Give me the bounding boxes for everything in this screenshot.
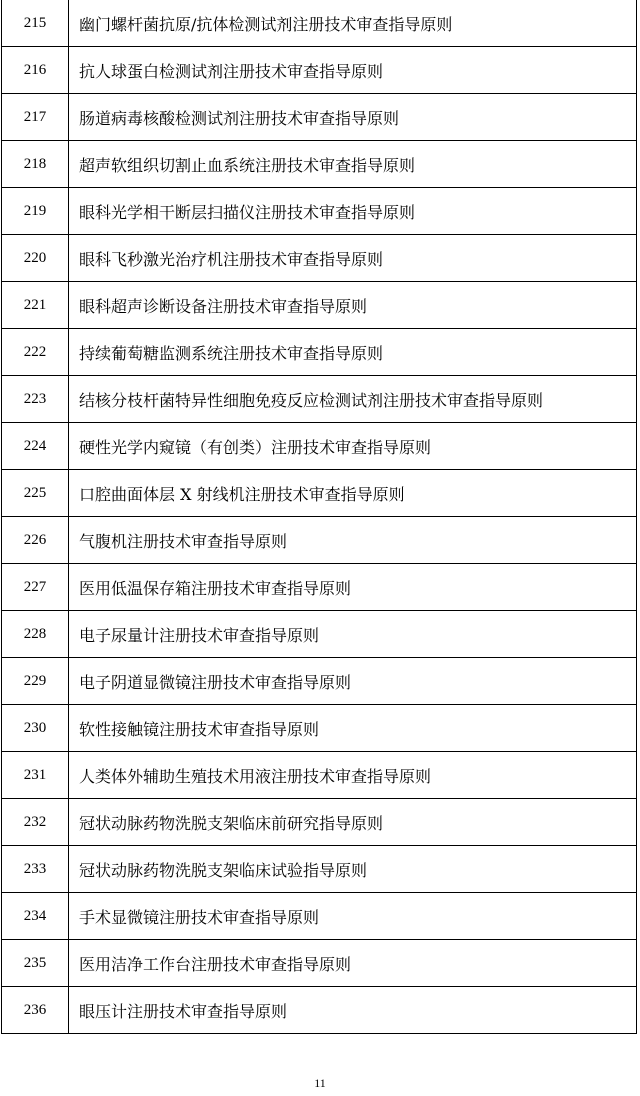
row-title: 眼科飞秒激光治疗机注册技术审查指导原则 <box>69 235 637 282</box>
table-row <box>2 799 637 846</box>
row-number: 222 <box>2 329 69 376</box>
row-title: 电子阴道显微镜注册技术审查指导原则 <box>69 658 637 705</box>
table-row <box>2 282 637 329</box>
row-number: 236 <box>2 987 69 1034</box>
row-number: 226 <box>2 517 69 564</box>
table-row <box>2 940 637 987</box>
row-number: 231 <box>2 752 69 799</box>
row-title: 口腔曲面体层 X 射线机注册技术审查指导原则 <box>69 470 637 517</box>
row-title: 持续葡萄糖监测系统注册技术审查指导原则 <box>69 329 637 376</box>
row-title: 硬性光学内窥镜（有创类）注册技术审查指导原则 <box>69 423 637 470</box>
row-number: 223 <box>2 376 69 423</box>
row-title: 眼科超声诊断设备注册技术审查指导原则 <box>69 282 637 329</box>
table-row <box>2 517 637 564</box>
row-number: 217 <box>2 94 69 141</box>
table-row <box>2 752 637 799</box>
row-title: 气腹机注册技术审查指导原则 <box>69 517 637 564</box>
row-title: 医用低温保存箱注册技术审查指导原则 <box>69 564 637 611</box>
row-title: 超声软组织切割止血系统注册技术审查指导原则 <box>69 141 637 188</box>
row-number: 233 <box>2 846 69 893</box>
page-number: 11 <box>314 1076 326 1090</box>
guideline-table <box>1 0 637 1034</box>
table-row <box>2 705 637 752</box>
table-row <box>2 611 637 658</box>
row-title: 电子尿量计注册技术审查指导原则 <box>69 611 637 658</box>
table-row <box>2 329 637 376</box>
row-number: 215 <box>2 0 69 47</box>
table-row <box>2 564 637 611</box>
table-row <box>2 893 637 940</box>
row-title: 冠状动脉药物洗脱支架临床前研究指导原则 <box>69 799 637 846</box>
row-number: 218 <box>2 141 69 188</box>
row-number: 228 <box>2 611 69 658</box>
row-title: 幽门螺杆菌抗原/抗体检测试剂注册技术审查指导原则 <box>69 0 637 47</box>
table-row <box>2 658 637 705</box>
row-title: 眼科光学相干断层扫描仪注册技术审查指导原则 <box>69 188 637 235</box>
table-row <box>2 94 637 141</box>
row-title: 肠道病毒核酸检测试剂注册技术审查指导原则 <box>69 94 637 141</box>
row-number: 216 <box>2 47 69 94</box>
row-title: 结核分枝杆菌特异性细胞免疫反应检测试剂注册技术审查指导原则 <box>69 376 637 423</box>
table-row <box>2 376 637 423</box>
guideline-table-body <box>2 0 637 1034</box>
table-row <box>2 188 637 235</box>
row-number: 224 <box>2 423 69 470</box>
row-number: 221 <box>2 282 69 329</box>
table-row <box>2 47 637 94</box>
row-number: 229 <box>2 658 69 705</box>
table-row <box>2 0 637 47</box>
row-title: 手术显微镜注册技术审查指导原则 <box>69 893 637 940</box>
row-number: 219 <box>2 188 69 235</box>
row-title: 抗人球蛋白检测试剂注册技术审查指导原则 <box>69 47 637 94</box>
table-row <box>2 987 637 1034</box>
row-title: 软性接触镜注册技术审查指导原则 <box>69 705 637 752</box>
row-number: 220 <box>2 235 69 282</box>
row-title: 眼压计注册技术审查指导原则 <box>69 987 637 1034</box>
row-number: 225 <box>2 470 69 517</box>
table-row <box>2 141 637 188</box>
row-number: 235 <box>2 940 69 987</box>
row-title: 冠状动脉药物洗脱支架临床试验指导原则 <box>69 846 637 893</box>
row-number: 227 <box>2 564 69 611</box>
row-number: 230 <box>2 705 69 752</box>
row-title: 人类体外辅助生殖技术用液注册技术审查指导原则 <box>69 752 637 799</box>
table-row <box>2 846 637 893</box>
table-row <box>2 235 637 282</box>
row-title: 医用洁净工作台注册技术审查指导原则 <box>69 940 637 987</box>
table-row <box>2 423 637 470</box>
row-number: 232 <box>2 799 69 846</box>
table-row <box>2 470 637 517</box>
row-number: 234 <box>2 893 69 940</box>
